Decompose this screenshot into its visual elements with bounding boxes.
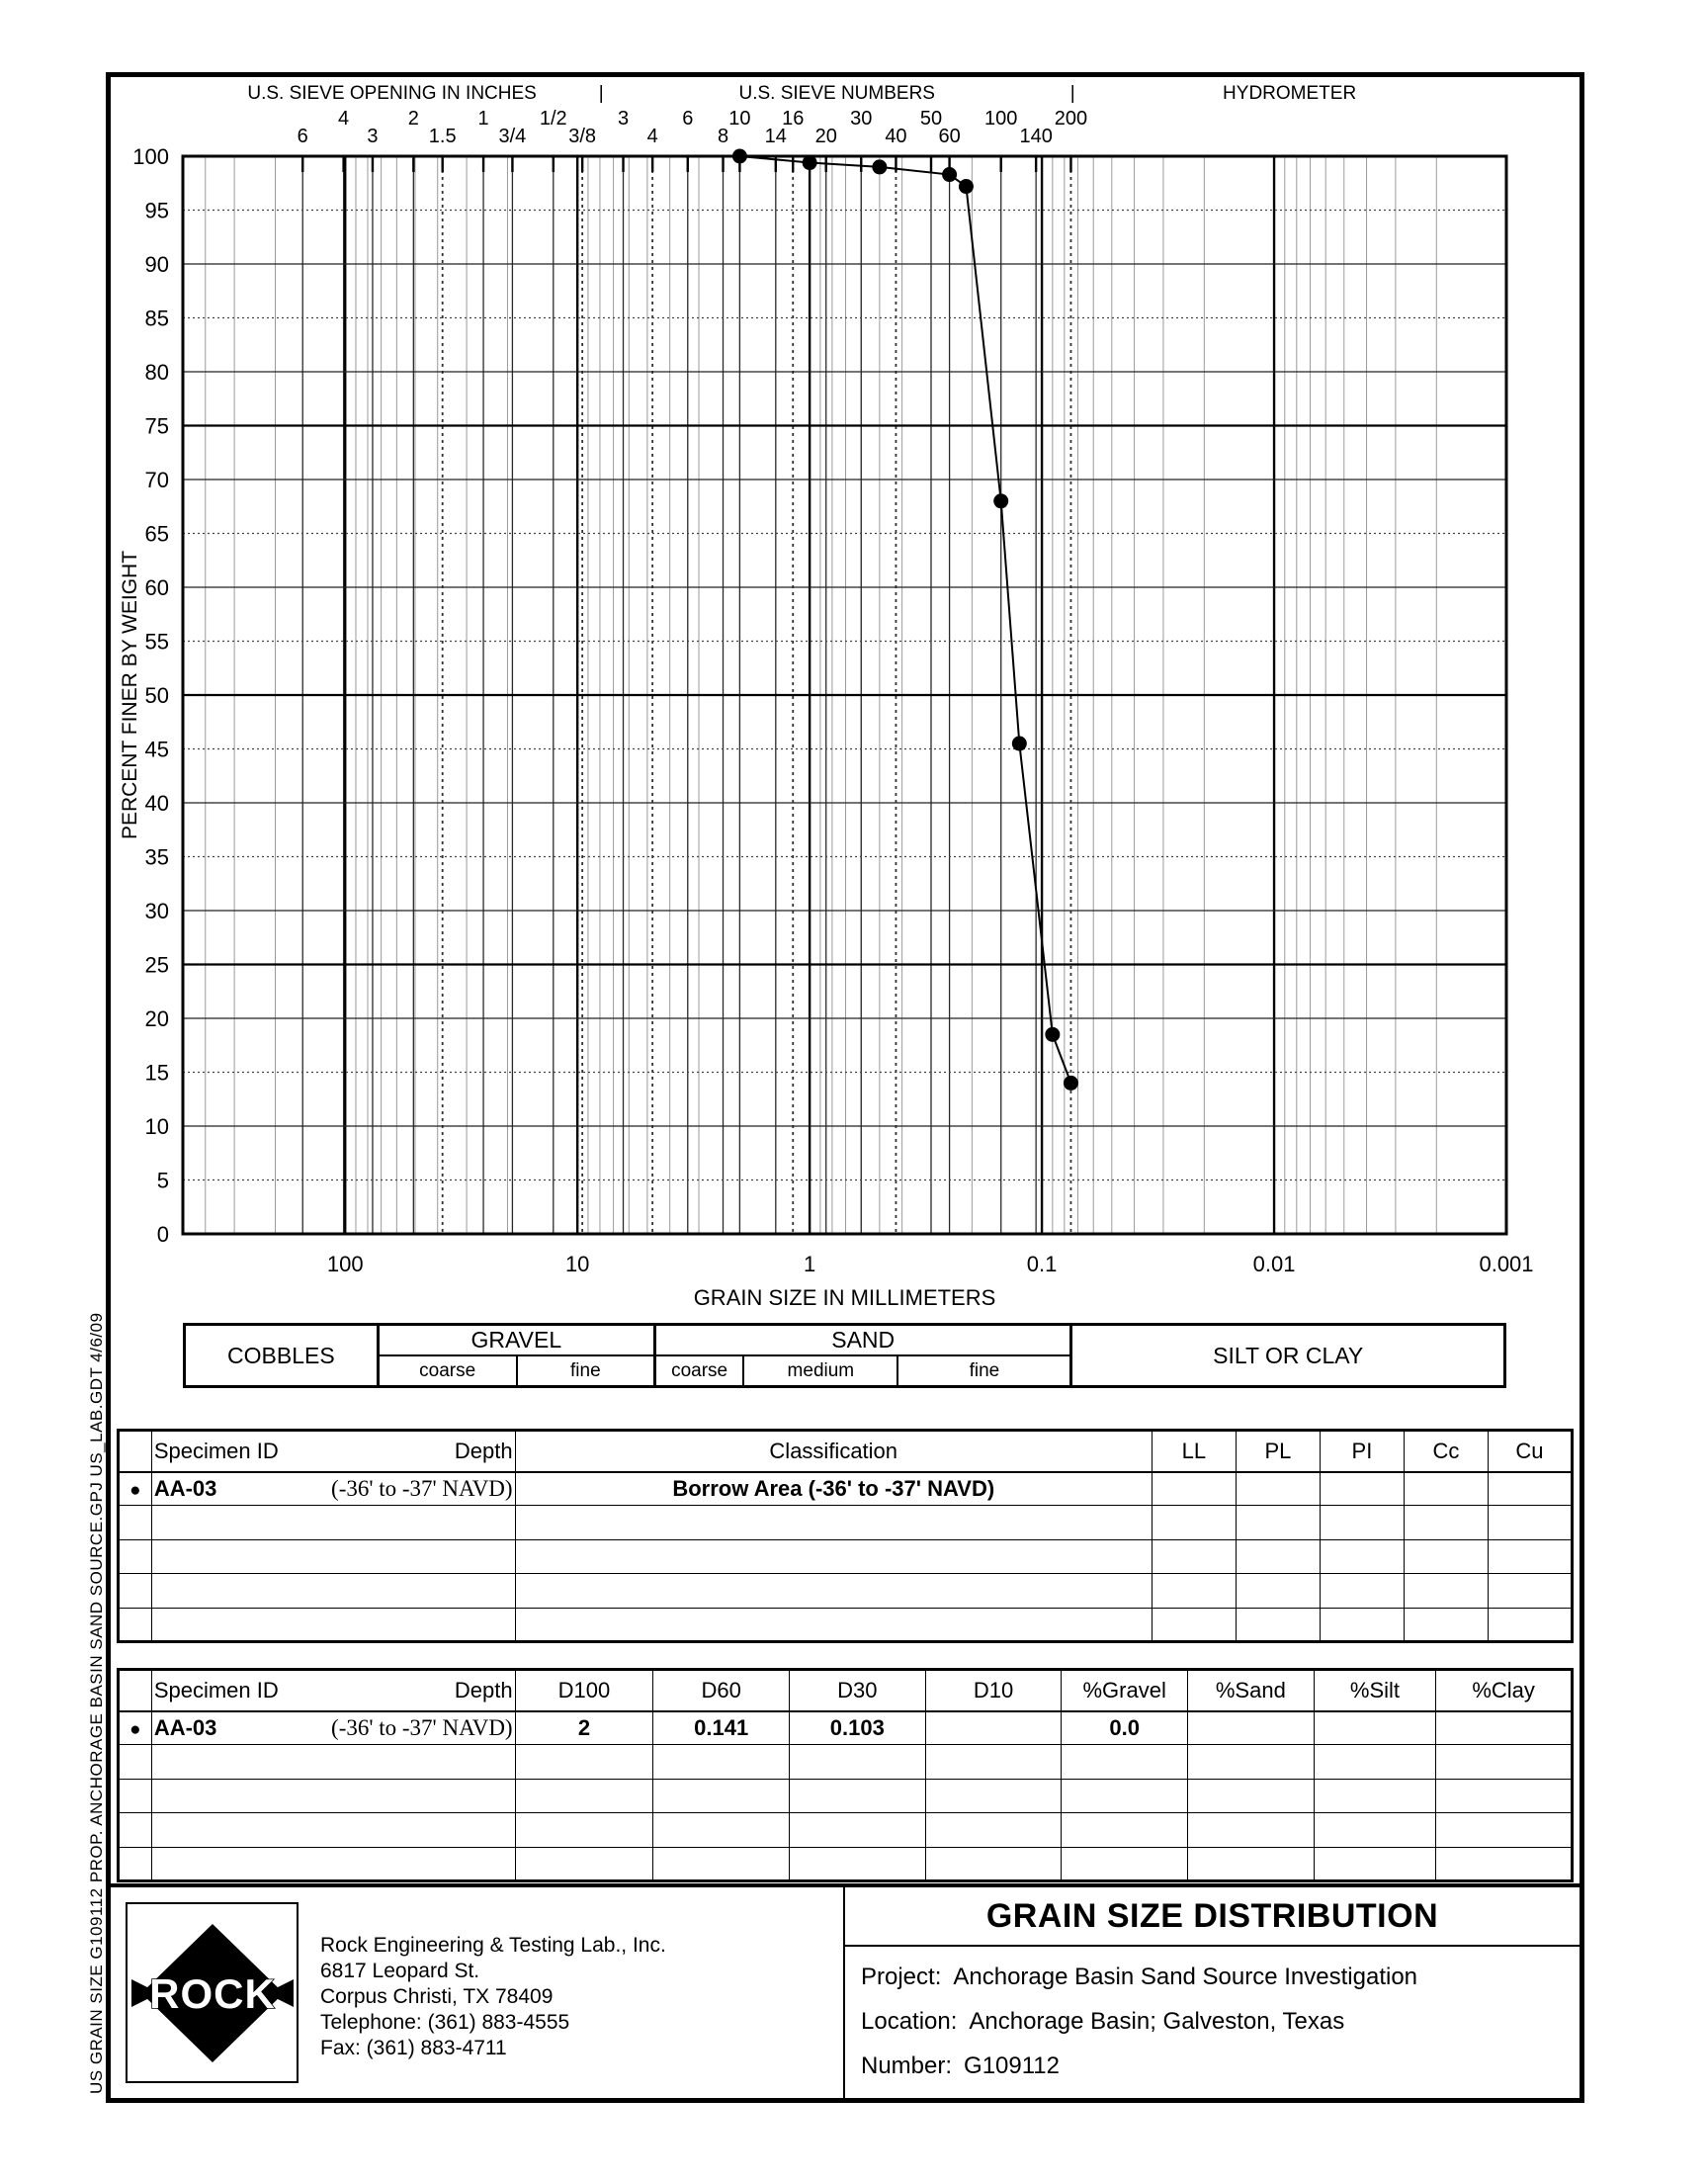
y-tick-label: 85: [144, 306, 169, 331]
top-axis-section-label: HYDROMETER: [1223, 83, 1357, 104]
empty-cell: [1320, 1574, 1404, 1608]
sieve-tick-label: 100: [984, 108, 1018, 130]
column-header: %Silt: [1314, 1670, 1436, 1711]
top-axis-section-label: U.S. SIEVE NUMBERS: [738, 83, 935, 104]
empty-cell: [1188, 1813, 1315, 1847]
empty-cell: [1236, 1539, 1320, 1573]
column-header: PI: [1320, 1431, 1404, 1472]
company-address: [320, 1933, 666, 2061]
project-field-row: [861, 2008, 1580, 2036]
empty-cell: [1436, 1745, 1573, 1779]
data-point: [942, 167, 957, 182]
empty-cell: [1236, 1608, 1320, 1641]
empty-cell: [151, 1539, 515, 1573]
band-group: [1069, 1326, 1503, 1385]
data-point: [1012, 737, 1027, 751]
band-subdivisions: [380, 1356, 653, 1385]
empty-cell: [1488, 1574, 1572, 1608]
sieve-tick-label: 1: [477, 108, 489, 130]
empty-cell: [151, 1745, 515, 1779]
empty-cell: [1488, 1608, 1572, 1641]
field-value: Anchorage Basin; Galveston, Texas: [969, 2007, 1345, 2035]
empty-cell: [925, 1847, 1062, 1880]
empty-cell: [925, 1779, 1062, 1812]
empty-cell: [925, 1813, 1062, 1847]
empty-cell: [790, 1847, 926, 1880]
marker-header-cell: [119, 1670, 152, 1711]
value-cell: [1236, 1472, 1320, 1506]
specimen-depth-header: Specimen ID Depth: [151, 1431, 515, 1472]
y-tick-label: 55: [144, 629, 169, 655]
rock-logo: [126, 1902, 299, 2083]
sieve-tick-label: 2: [407, 108, 419, 130]
table-row-empty: [119, 1779, 1573, 1812]
y-tick-label: 20: [144, 1006, 169, 1031]
data-point: [993, 493, 1008, 508]
data-point: [732, 149, 747, 164]
x-tick-label: 10: [564, 1252, 590, 1276]
y-tick-label: 15: [144, 1060, 169, 1086]
sieve-tick-label: 3/8: [568, 126, 597, 147]
value-cell: 0.141: [653, 1711, 790, 1745]
value-cell: [925, 1711, 1062, 1745]
empty-cell: [1236, 1574, 1320, 1608]
y-tick-label: 100: [132, 144, 169, 169]
empty-cell: [515, 1813, 653, 1847]
field-value: G109112: [964, 2052, 1061, 2079]
y-tick-label: 35: [144, 844, 169, 870]
empty-cell: [790, 1745, 926, 1779]
sieve-tick-label: 20: [814, 126, 837, 147]
empty-cell: [1152, 1608, 1236, 1641]
y-tick-label: 80: [144, 360, 169, 385]
y-tick-label: 60: [144, 575, 169, 600]
empty-cell: [1314, 1745, 1436, 1779]
empty-cell: [1062, 1847, 1188, 1880]
value-cell: [1314, 1711, 1436, 1745]
sieve-tick-label: 50: [919, 108, 943, 130]
empty-cell: [1320, 1539, 1404, 1573]
empty-cell: [119, 1779, 152, 1812]
y-tick-label: 70: [144, 468, 169, 492]
sieve-tick-label: 40: [885, 126, 907, 147]
band-group-label: SAND: [656, 1326, 1069, 1356]
empty-cell: [1188, 1847, 1315, 1880]
empty-cell: [1236, 1506, 1320, 1539]
project-fields: [845, 1947, 1580, 2098]
spec-table: [117, 1429, 1574, 1643]
spec-table: [117, 1668, 1574, 1882]
empty-cell: [515, 1608, 1152, 1641]
empty-cell: [515, 1506, 1152, 1539]
column-header: %Clay: [1436, 1670, 1573, 1711]
company-address-line: 6817 Leopard St.: [320, 1960, 480, 1982]
column-header: D60: [653, 1670, 790, 1711]
empty-cell: [151, 1779, 515, 1812]
sieve-tick-label: 6: [297, 126, 308, 147]
column-header: Cu: [1488, 1431, 1572, 1472]
y-tick-label: 10: [144, 1114, 169, 1139]
empty-cell: [119, 1608, 152, 1641]
column-header: PL: [1236, 1431, 1320, 1472]
sieve-tick-label: 16: [782, 108, 805, 130]
gradation-curve: [739, 156, 1070, 1083]
company-address-line: Corpus Christi, TX 78409: [320, 1985, 554, 2008]
empty-cell: [1488, 1506, 1572, 1539]
table-row: [119, 1472, 1573, 1506]
field-label: Number:: [861, 2052, 953, 2079]
company-address-line: Fax: (361) 883-4711: [320, 2037, 507, 2059]
empty-cell: [515, 1745, 653, 1779]
empty-cell: [1314, 1779, 1436, 1812]
empty-cell: [653, 1779, 790, 1812]
empty-cell: [1436, 1847, 1573, 1880]
empty-cell: [653, 1745, 790, 1779]
y-tick-label: 25: [144, 952, 169, 978]
empty-cell: [1404, 1574, 1488, 1608]
y-tick-label: 65: [144, 521, 169, 547]
value-cell: 2: [515, 1711, 653, 1745]
empty-cell: [653, 1847, 790, 1880]
sieve-tick-label: 4: [646, 126, 658, 147]
value-cell: [1152, 1472, 1236, 1506]
empty-cell: [1152, 1574, 1236, 1608]
empty-cell: [1320, 1506, 1404, 1539]
table-row-empty: [119, 1813, 1573, 1847]
band-sub-label: medium: [742, 1356, 897, 1385]
column-header: D100: [515, 1670, 653, 1711]
report-title: GRAIN SIZE DISTRIBUTION: [845, 1887, 1580, 1947]
sieve-tick-label: 3: [367, 126, 379, 147]
band-group: [653, 1326, 1069, 1385]
sieve-tick-label: 3: [617, 108, 630, 130]
data-point: [803, 155, 817, 170]
data-point: [959, 179, 974, 194]
y-tick-label: 95: [144, 198, 169, 223]
empty-cell: [119, 1539, 152, 1573]
sieve-tick-label: 1.5: [428, 126, 457, 147]
band-subdivisions: [656, 1356, 1069, 1385]
empty-cell: [790, 1779, 926, 1812]
data-point: [872, 159, 887, 174]
sieve-tick-label: 8: [717, 126, 729, 147]
table-row-empty: [119, 1745, 1573, 1779]
sidebar-filename-text: US GRAIN SIZE G109112 PROP. ANCHORAGE BASIN SAND SOURCE.GPJ US_LAB.GDT 4/6/09: [87, 1312, 106, 2094]
y-tick-label: 90: [144, 252, 169, 277]
y-axis-title: PERCENT FINER BY WEIGHT: [119, 550, 141, 840]
column-header: Cc: [1404, 1431, 1488, 1472]
value-cell: [1404, 1472, 1488, 1506]
empty-cell: [790, 1813, 926, 1847]
empty-cell: [151, 1608, 515, 1641]
empty-cell: [1488, 1539, 1572, 1573]
sieve-tick-label: 60: [938, 126, 961, 147]
data-point: [1064, 1076, 1078, 1091]
classification-cell: Borrow Area (-36' to -37' NAVD): [515, 1472, 1152, 1506]
sieve-tick-label: 140: [1019, 126, 1053, 147]
empty-cell: [151, 1847, 515, 1880]
report-frame: [106, 72, 1584, 2103]
empty-cell: [119, 1506, 152, 1539]
top-axis-separator: |: [1069, 83, 1075, 104]
table-row: [119, 1711, 1573, 1745]
empty-cell: [1152, 1506, 1236, 1539]
band-group-label: COBBLES: [227, 1342, 335, 1368]
empty-cell: [1062, 1745, 1188, 1779]
sieve-tick-label: 3/4: [498, 126, 527, 147]
value-cell: 0.0: [1062, 1711, 1188, 1745]
y-tick-label: 75: [144, 413, 169, 439]
band-sub-label: fine: [897, 1356, 1069, 1385]
y-tick-label: 0: [156, 1222, 169, 1247]
empty-cell: [1404, 1506, 1488, 1539]
band-group: [377, 1326, 653, 1385]
company-block: [111, 1887, 845, 2098]
empty-cell: [119, 1745, 152, 1779]
value-cell: 0.103: [790, 1711, 926, 1745]
column-header: LL: [1152, 1431, 1236, 1472]
empty-cell: [1188, 1779, 1315, 1812]
x-tick-label: 0.1: [1026, 1252, 1058, 1276]
column-header: %Sand: [1188, 1670, 1315, 1711]
top-axis-separator: |: [598, 83, 604, 104]
sieve-tick-label: 30: [850, 108, 873, 130]
table-header-row: [119, 1670, 1573, 1711]
company-address-line: Telephone: (361) 883-4555: [320, 2011, 570, 2034]
x-tick-label: 0.001: [1479, 1252, 1534, 1276]
table-row-empty: [119, 1574, 1573, 1608]
specimen-marker: ●: [119, 1711, 152, 1745]
band-sub-label: coarse: [671, 1359, 728, 1381]
marker-header-cell: [119, 1431, 152, 1472]
empty-cell: [1404, 1608, 1488, 1641]
empty-cell: [151, 1574, 515, 1608]
specimen-depth-cell: AA-03 (-36' to -37' NAVD): [151, 1472, 515, 1506]
empty-cell: [1152, 1539, 1236, 1573]
band-sub-label: coarse: [419, 1359, 476, 1381]
band-group-label: GRAVEL: [380, 1326, 653, 1356]
gradation-table: [117, 1668, 1574, 1882]
empty-cell: [1404, 1539, 1488, 1573]
empty-cell: [515, 1779, 653, 1812]
empty-cell: [151, 1813, 515, 1847]
empty-cell: [151, 1506, 515, 1539]
value-cell: [1320, 1472, 1404, 1506]
value-cell: [1488, 1472, 1572, 1506]
empty-cell: [1436, 1779, 1573, 1812]
empty-cell: [653, 1813, 790, 1847]
classification-table: [117, 1429, 1574, 1643]
value-cell: [1188, 1711, 1315, 1745]
y-tick-label: 45: [144, 737, 169, 762]
classification-header: Classification: [515, 1431, 1152, 1472]
band-group-label: SILT OR CLAY: [1213, 1342, 1364, 1368]
table-header-row: [119, 1431, 1573, 1472]
report-info-block: [845, 1887, 1580, 2098]
y-tick-label: 40: [144, 791, 169, 816]
project-field-row: [861, 2052, 1580, 2080]
x-tick-label: 0.01: [1252, 1252, 1296, 1276]
x-tick-label: 100: [326, 1252, 364, 1276]
specimen-marker: ●: [119, 1472, 152, 1506]
empty-cell: [515, 1574, 1152, 1608]
empty-cell: [1062, 1813, 1188, 1847]
empty-cell: [1320, 1608, 1404, 1641]
size-bands-table: [183, 1323, 1506, 1388]
empty-cell: [1314, 1847, 1436, 1880]
company-address-line: Rock Engineering & Testing Lab., Inc.: [320, 1934, 666, 1957]
specimen-depth-header: Specimen ID Depth: [151, 1670, 515, 1711]
project-field-row: [861, 1964, 1580, 1991]
empty-cell: [515, 1539, 1152, 1573]
y-tick-label: 30: [144, 899, 169, 923]
value-cell: [1436, 1711, 1573, 1745]
empty-cell: [1188, 1745, 1315, 1779]
sieve-tick-label: 10: [728, 108, 751, 130]
sieve-tick-label: 4: [338, 108, 350, 130]
empty-cell: [119, 1813, 152, 1847]
x-tick-label: 1: [804, 1252, 816, 1276]
logo-text: ROCK: [148, 1969, 276, 2017]
table-row-empty: [119, 1506, 1573, 1539]
grain-size-chart: [111, 77, 1580, 1318]
y-tick-label: 50: [144, 683, 169, 708]
table-row-empty: [119, 1847, 1573, 1880]
specimen-depth-cell: AA-03 (-36' to -37' NAVD): [151, 1711, 515, 1745]
x-axis-title: GRAIN SIZE IN MILLIMETERS: [693, 1285, 996, 1310]
table-row-empty: [119, 1539, 1573, 1573]
sieve-tick-label: 200: [1054, 108, 1088, 130]
sieve-tick-label: 1/2: [539, 108, 567, 130]
column-header: D10: [925, 1670, 1062, 1711]
empty-cell: [1436, 1813, 1573, 1847]
sieve-tick-label: 6: [682, 108, 694, 130]
empty-cell: [1062, 1779, 1188, 1812]
band-group: [186, 1326, 377, 1385]
y-tick-label: 5: [156, 1168, 169, 1193]
column-header: D30: [790, 1670, 926, 1711]
column-header: %Gravel: [1062, 1670, 1188, 1711]
top-axis-section-label: U.S. SIEVE OPENING IN INCHES: [247, 83, 537, 104]
field-label: Location:: [861, 2007, 958, 2035]
empty-cell: [119, 1574, 152, 1608]
empty-cell: [1314, 1813, 1436, 1847]
empty-cell: [515, 1847, 653, 1880]
field-value: Anchorage Basin Sand Source Investigation: [953, 1963, 1418, 1990]
field-label: Project:: [861, 1963, 942, 1990]
title-block: [111, 1883, 1580, 2098]
sieve-tick-label: 14: [764, 126, 787, 147]
band-sub-label: fine: [516, 1356, 653, 1385]
data-point: [1045, 1027, 1060, 1042]
table-row-empty: [119, 1608, 1573, 1641]
empty-cell: [925, 1745, 1062, 1779]
rock-logo-graphic: [129, 1910, 296, 2076]
empty-cell: [119, 1847, 152, 1880]
